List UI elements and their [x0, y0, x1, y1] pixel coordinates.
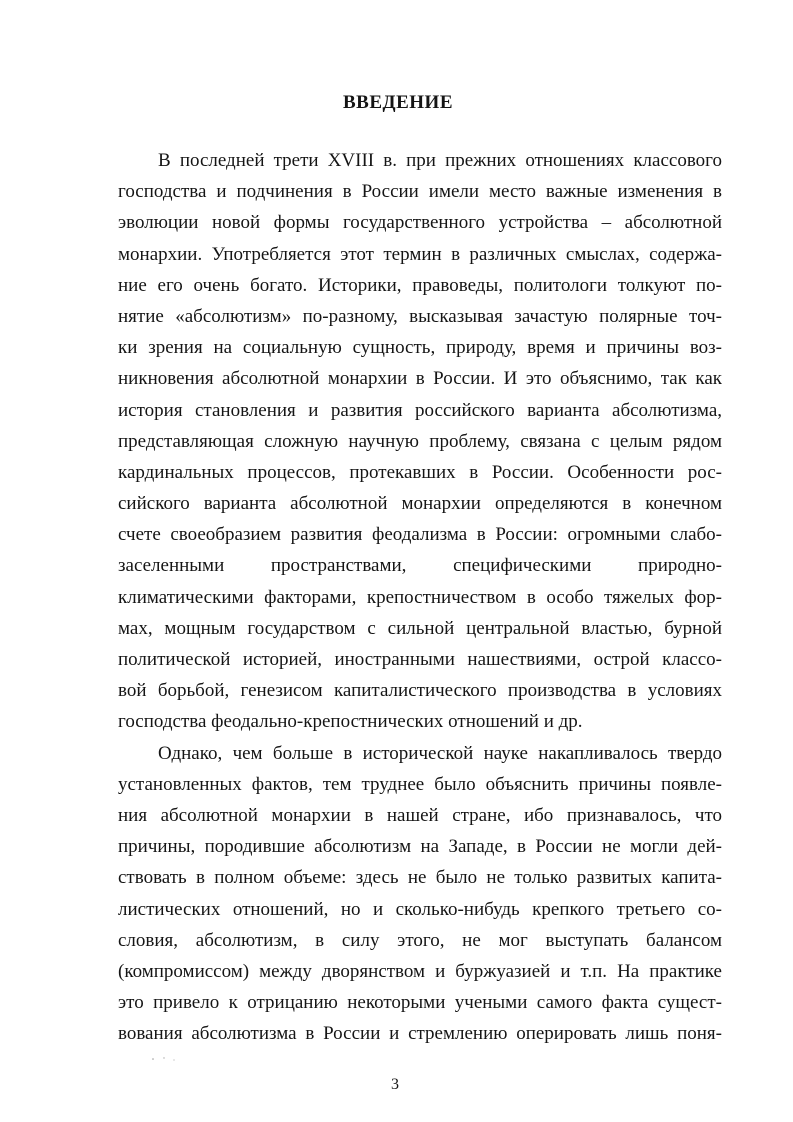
text-line: ния абсолютной монархии в нашей стране, ибо признавалось, что: [118, 804, 722, 826]
text-line: это привело к отрицанию некоторыми учеными самого факта сущест-: [118, 992, 722, 1014]
text-line: кардинальных процессов, протекавших в России. Особенности рос-: [118, 461, 722, 483]
text-line: нятие «абсолютизм» по-разному, высказывая зачастую полярные точ-: [118, 305, 722, 327]
text-line: политической историей, иностранными нашествиями, острой классо-: [118, 649, 722, 670]
text-line: ствовать в полном объеме: здесь не было не только развитых капита-: [118, 867, 722, 889]
text-line: (компромиссом) между дворянством и буржуазией и т.п. На практике: [118, 960, 722, 982]
text-line: монархии. Употребляется этот термин в различных смыслах, содержа-: [118, 243, 722, 265]
body-text: [118, 145, 722, 1049]
page-title: ВВЕДЕНИЕ: [343, 92, 453, 113]
text-line: мах, мощным государством с сильной центральной властью, бурной: [118, 617, 722, 639]
text-line: господства и подчинения в России имели место важные изменения в: [118, 181, 722, 203]
text-line: листических отношений, но и сколько-нибудь крепкого третьего со-: [118, 898, 722, 920]
text-line: эволюции новой формы государственного устройства – абсолютной: [118, 212, 722, 234]
text-line: господства феодально-крепостнических отношений и др.: [118, 711, 583, 733]
page-number: 3: [391, 1076, 399, 1093]
text-line: заселенными пространствами, специфическими природно-: [118, 555, 722, 577]
text-line: ки зрения на социальную сущность, природу, время и причины воз-: [118, 337, 722, 359]
text-line: сийского варианта абсолютной монархии определяются в конечном: [118, 493, 722, 515]
text-line: история становления и развития российского варианта абсолютизма,: [118, 399, 722, 421]
text-line: никновения абсолютной монархии в России. И это объяснимо, так как: [118, 368, 722, 390]
text-line: вой борьбой, генезисом капиталистического производства в условиях: [118, 680, 722, 702]
text-line: ние его очень богато. Историки, правоведы, политологи толкуют по-: [118, 274, 722, 296]
text-line: словия, абсолютизм, в силу этого, не мог выступать балансом: [118, 929, 722, 951]
text-line: В последней трети XVIII в. при прежних отношениях классового: [158, 150, 722, 171]
text-line: представляющая сложную научную проблему, связана с целым рядом: [118, 430, 722, 452]
text-line: Однако, чем больше в исторической науке накапливалось твердо: [158, 742, 722, 764]
text-line: климатическими факторами, крепостничеством в особо тяжелых фор-: [118, 586, 722, 608]
text-line: установленных фактов, тем труднее было объяснить причины появле-: [118, 773, 722, 795]
text-line: счете своеобразием развития феодализма в России: огромными слабо-: [118, 524, 722, 546]
text-line: причины, породившие абсолютизм на Западе, в России не могли дей-: [118, 836, 722, 858]
text-line: вования абсолютизма в России и стремлению оперировать лишь поня-: [118, 1023, 722, 1045]
scan-speck-marks: [150, 1056, 180, 1062]
